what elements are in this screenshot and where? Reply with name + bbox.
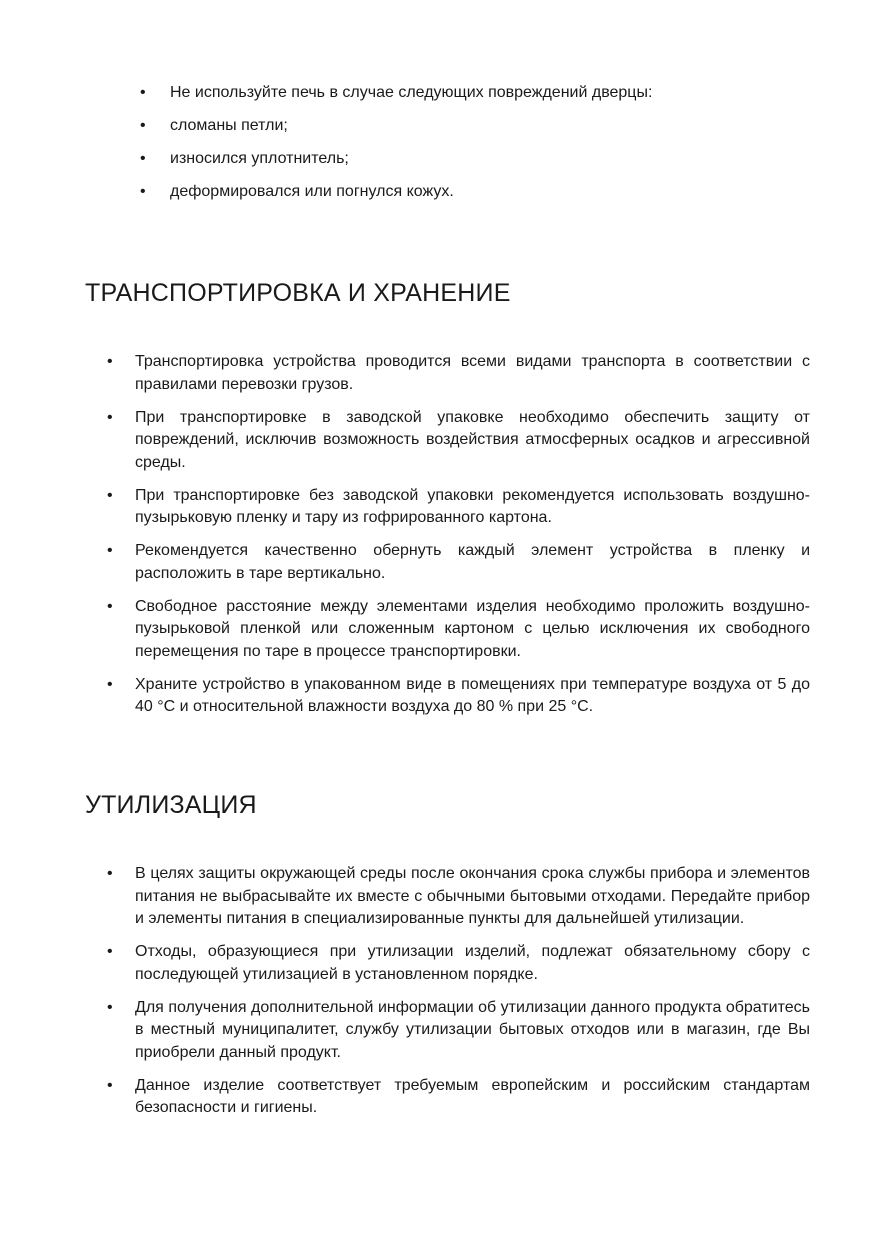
bullet-icon: • — [107, 998, 113, 1016]
bullet-icon: • — [107, 675, 113, 693]
list-item-text: Данное изделие соответствует требуемым европейским и российским стандартам безопасности и гигиены. — [135, 1076, 810, 1116]
bullet-icon: • — [107, 1076, 113, 1094]
bullet-icon: • — [140, 117, 146, 134]
bullet-icon: • — [140, 84, 146, 101]
list-item — [107, 997, 810, 1065]
list-item-text: Рекомендуется качественно обернуть каждый элемент устройства в пленку и расположить в таре вертикально. — [135, 542, 810, 582]
list-item-text: Свободное расстояние между элементами изделия необходимо проложить воздушно-пузырьковой пленкой или сложенным картоном с целью исключения их свободного перемещения по таре в процессе транспортировки. — [135, 597, 810, 660]
list-item-text: Отходы, образующиеся при утилизации изделий, подлежат обязательному сбору с последующей утилизацией в установленном порядке. — [135, 943, 810, 983]
bullet-icon: • — [107, 865, 113, 882]
list-item — [140, 181, 840, 203]
list-item — [140, 82, 840, 104]
list-item-text: Для получения дополнительной информации об утилизации данного продукта обратитесь в местный муниципалитет, службу утилизации бытовых отходов или в магазин, где Вы приобрели данный продукт. — [135, 998, 810, 1061]
bullet-icon: • — [140, 150, 146, 167]
transport-list — [107, 351, 810, 729]
transport-heading: ТРАНСПОРТИРОВКА И ХРАНЕНИЕ — [85, 279, 511, 307]
door-damage-list — [140, 82, 840, 214]
bullet-icon: • — [140, 183, 146, 200]
list-item-text: Храните устройство в упакованном виде в помещениях при температуре воздуха от 5 до 40 °С и относительной влажности воздуха до 80 % при 25 °С. — [135, 675, 810, 715]
list-item-text: Не используйте печь в случае следующих повреждений дверцы: — [170, 84, 653, 101]
list-item-text: сломаны петли; — [170, 117, 288, 134]
list-item — [107, 674, 810, 719]
list-item — [107, 407, 810, 475]
disposal-heading: УТИЛИЗАЦИЯ — [85, 791, 257, 819]
bullet-icon: • — [107, 486, 113, 504]
bullet-icon: • — [107, 943, 113, 960]
list-item-text: Транспортировка устройства проводится всеми видами транспорта в соответствии с правилами перевозки грузов. — [135, 353, 810, 393]
list-item-text: деформировался или погнулся кожух. — [170, 183, 454, 200]
bullet-icon: • — [107, 542, 113, 559]
list-item — [107, 863, 810, 931]
list-item — [140, 115, 840, 137]
list-item — [140, 148, 840, 170]
list-item — [107, 540, 810, 585]
bullet-icon: • — [107, 408, 113, 426]
bullet-icon: • — [107, 597, 113, 615]
list-item-text: износился уплотнитель; — [170, 150, 349, 167]
list-item — [107, 351, 810, 396]
list-item-text: При транспортировке без заводской упаковки рекомендуется использовать воздушно-пузырьковую пленку и тару из гофрированного картона. — [135, 486, 810, 526]
list-item — [107, 596, 810, 664]
list-item-text: При транспортировке в заводской упаковке необходимо обеспечить защиту от повреждений, исключив возможность воздействия атмосферных осадков и агрессивной среды. — [135, 408, 810, 471]
list-item — [107, 485, 810, 530]
disposal-list — [107, 863, 810, 1130]
list-item — [107, 1075, 810, 1120]
bullet-icon: • — [107, 353, 113, 370]
list-item-text: В целях защиты окружающей среды после окончания срока службы прибора и элементов питания не выбрасывайте их вместе с обычными бытовыми отходами. Передайте прибор и элементы питания в специализированные пункты для дальнейшей утилизации. — [135, 865, 810, 927]
list-item — [107, 941, 810, 986]
